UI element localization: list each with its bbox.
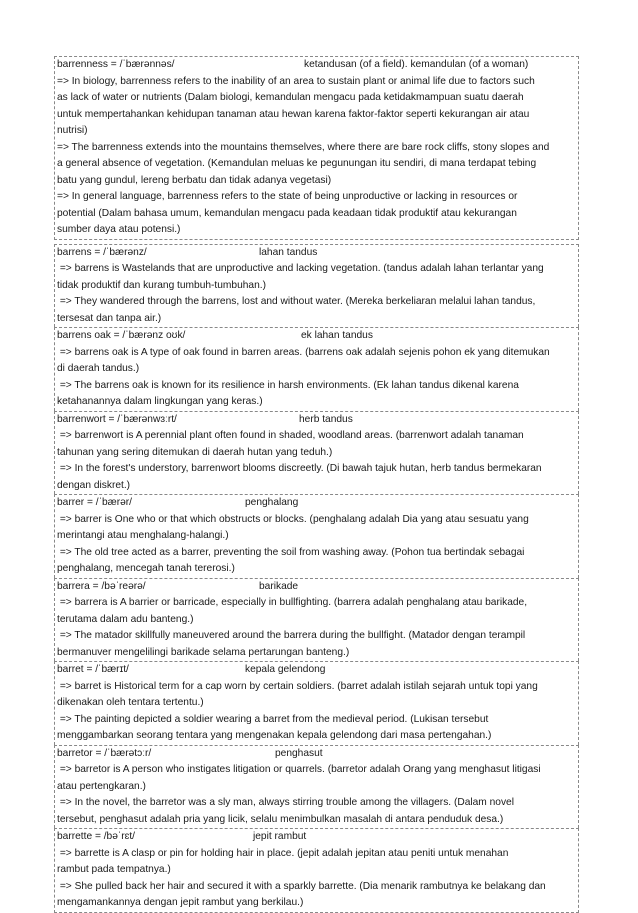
- entry-text-line: ketahanannya dalam lingkungan yang keras.): [57, 396, 263, 407]
- entry-text-line: dikenakan oleh tentara tertentu.): [57, 697, 204, 708]
- entry-text-line: tersebut, penghasut adalah pria yang licik, selalu menimbulkan masalah di antara penduduk desa.): [57, 813, 504, 825]
- entry-heading: [57, 829, 577, 846]
- dictionary-entry: [54, 411, 579, 495]
- dictionary-entry: [54, 56, 579, 240]
- entry-text-line: => barret is Historical term for a cap worn by certain soldiers. (barret adalah istilah sejarah untuk topi yang: [57, 680, 538, 692]
- entry-text-line: atau pertengkaran.): [57, 780, 146, 792]
- dictionary-entry: [54, 244, 579, 328]
- entry-translation: penghalang: [245, 497, 299, 508]
- entry-term: barret = /ˈbærɪt/: [57, 664, 129, 675]
- entry-text-line: => The painting depicted a soldier wearing a barret from the medieval period. (Lukisan tersebut: [57, 713, 489, 725]
- dictionary-entry: [54, 745, 579, 829]
- entry-translation: barikade: [259, 580, 299, 592]
- entry-translation: herb tandus: [299, 413, 353, 425]
- entry-text-line: a general absence of vegetation. (Kemandulan meluas ke pegunungan itu sendiri, di mana terdapat tebing: [57, 158, 537, 169]
- entry-text-line: => In general language, barrenness refers to the state of being unproductive or lacking in resources or: [57, 191, 518, 202]
- entry-text-line: => barrette is A clasp or pin for holding hair in place. (jepit adalah jepitan atau peniti untuk menahan: [57, 847, 509, 859]
- entry-text-line: tersesat dan tanpa air.): [57, 312, 162, 324]
- entry-term: barrenness = /ˈbærənnəs/: [57, 59, 175, 70]
- entry-translation: kepala gelendong: [245, 664, 326, 675]
- entry-text-line: batu yang gundul, lereng berbatu dan tidak adanya vegetasi): [57, 174, 332, 186]
- entry-text-line: dengan diskret.): [57, 479, 131, 491]
- entry-text-line: tidak produktif dan kurang tumbuh-tumbuhan.): [57, 279, 266, 291]
- entry-translation: lahan tandus: [259, 246, 318, 258]
- entry-translation: ek lahan tandus: [301, 330, 373, 341]
- entry-text-line: bermanuver mengelilingi barikade selama pertarungan banteng.): [57, 646, 350, 658]
- entry-text-line: sumber daya atau potensi.): [57, 224, 181, 235]
- entry-heading: [57, 746, 577, 763]
- entry-text-line: => The barrens oak is known for its resilience in harsh environments. (Ek lahan tandus dikenal karena: [57, 379, 519, 391]
- entry-term: barrera = /bəˈreərə/: [57, 580, 146, 592]
- entry-text-line: => barrer is One who or that which obstructs or blocks. (penghalang adalah Dia yang atau sesuatu yang: [57, 513, 529, 525]
- entry-text-line: tahunan yang sering ditemukan di daerah hutan yang teduh.): [57, 446, 333, 458]
- entry-text-line: => barrera is A barrier or barricade, especially in bullfighting. (barrera adalah penghalang atau barikade,: [57, 597, 528, 608]
- dictionary-entry: [54, 327, 579, 411]
- entry-heading: [57, 245, 577, 262]
- entry-text-line: => In biology, barrenness refers to the inability of an area to sustain plant or animal life due to factors such: [57, 75, 535, 87]
- entry-text-line: di daerah tandus.): [57, 363, 140, 374]
- entry-heading: [57, 495, 577, 512]
- dictionary-entry: [54, 828, 579, 913]
- entry-text-line: => barretor is A person who instigates litigation or quarrels. (barretor adalah Orang yang menghasut litigasi: [57, 764, 541, 775]
- entry-term: barretor = /ˈbærətɔːr/: [57, 747, 152, 759]
- entry-term: barrette = /bəˈrɛt/: [57, 831, 135, 842]
- entry-text-line: rambut pada tempatnya.): [57, 864, 171, 875]
- entry-term: barrens = /ˈbærənz/: [57, 246, 147, 258]
- entry-text-line: => She pulled back her hair and secured it with a sparkly barrette. (Dia menarik rambutnya ke belakang dan: [57, 880, 546, 892]
- entry-text-line: => barrens oak is A type of oak found in barren areas. (barrens oak adalah sejenis pohon ek yang ditemukan: [57, 346, 550, 358]
- entry-text-line: => In the forest's understory, barrenwort blooms discreetly. (Di bawah tajuk hutan, herb tandus bermekaran: [57, 463, 542, 474]
- entry-text-line: mengamankannya dengan jepit rambut yang berkilau.): [57, 897, 304, 908]
- entry-term: barrer = /ˈbærər/: [57, 497, 133, 508]
- entry-text-line: as lack of water or nutrients (Dalam biologi, kemandulan mengacu pada ketidakmampuan suatu daerah: [57, 92, 524, 103]
- entry-text-line: penghalang, mencegah tanah tererosi.): [57, 563, 235, 574]
- entry-term: barrenwort = /ˈbærənwɜːrt/: [57, 413, 177, 425]
- entry-text-line: untuk mempertahankan kehidupan tanaman atau hewan karena faktor-faktor seperti kekurangan air atau: [57, 108, 530, 120]
- dictionary-page: [54, 56, 579, 913]
- entry-translation: jepit rambut: [253, 831, 307, 842]
- entry-heading: [57, 579, 577, 596]
- entry-translation: ketandusan (of a field). kemandulan (of a woman): [304, 59, 529, 70]
- entry-text-line: potential (Dalam bahasa umum, kemandulan mengacu pada keadaan tidak produktif atau kekurangan: [57, 207, 517, 219]
- entry-heading: [57, 57, 577, 74]
- entry-term: barrens oak = /ˈbærənz oʊk/: [57, 330, 186, 341]
- entry-text-line: => The matador skillfully maneuvered around the barrera during the bullfight. (Matador dengan terampil: [57, 630, 526, 641]
- entry-text-line: merintangi atau menghalang-halangi.): [57, 530, 229, 541]
- entry-text-line: menggambarkan seorang tentara yang mengenakan kepala gelendong dari masa pertengahan.): [57, 730, 492, 741]
- entry-text-line: => barrenwort is A perennial plant often found in shaded, woodland areas. (barrenwort adalah tanaman: [57, 430, 524, 441]
- dictionary-entry: [54, 661, 579, 745]
- entry-heading: [57, 328, 577, 345]
- entry-text-line: => In the novel, the barretor was a sly man, always stirring trouble among the villagers. (Dalam novel: [57, 797, 514, 808]
- entry-text-line: => barrens is Wastelands that are unproductive and lacking vegetation. (tandus adalah lahan terlantar yang: [57, 263, 544, 274]
- entry-heading: [57, 412, 577, 429]
- entry-translation: penghasut: [275, 747, 323, 759]
- entry-text-line: => The barrenness extends into the mountains themselves, where there are bare rock cliffs, stony slopes and: [57, 141, 550, 153]
- entry-text-line: nutrisi): [57, 125, 88, 136]
- dictionary-entry: [54, 578, 579, 662]
- entry-text-line: => The old tree acted as a barrer, preventing the soil from washing away. (Pohon tua bertindak sebagai: [57, 546, 525, 558]
- dictionary-entry: [54, 494, 579, 578]
- entry-heading: [57, 662, 577, 679]
- entry-text-line: terutama dalam adu banteng.): [57, 613, 194, 625]
- entry-text-line: => They wandered through the barrens, lost and without water. (Mereka berkeliaran melalui lahan tandus,: [57, 296, 536, 307]
